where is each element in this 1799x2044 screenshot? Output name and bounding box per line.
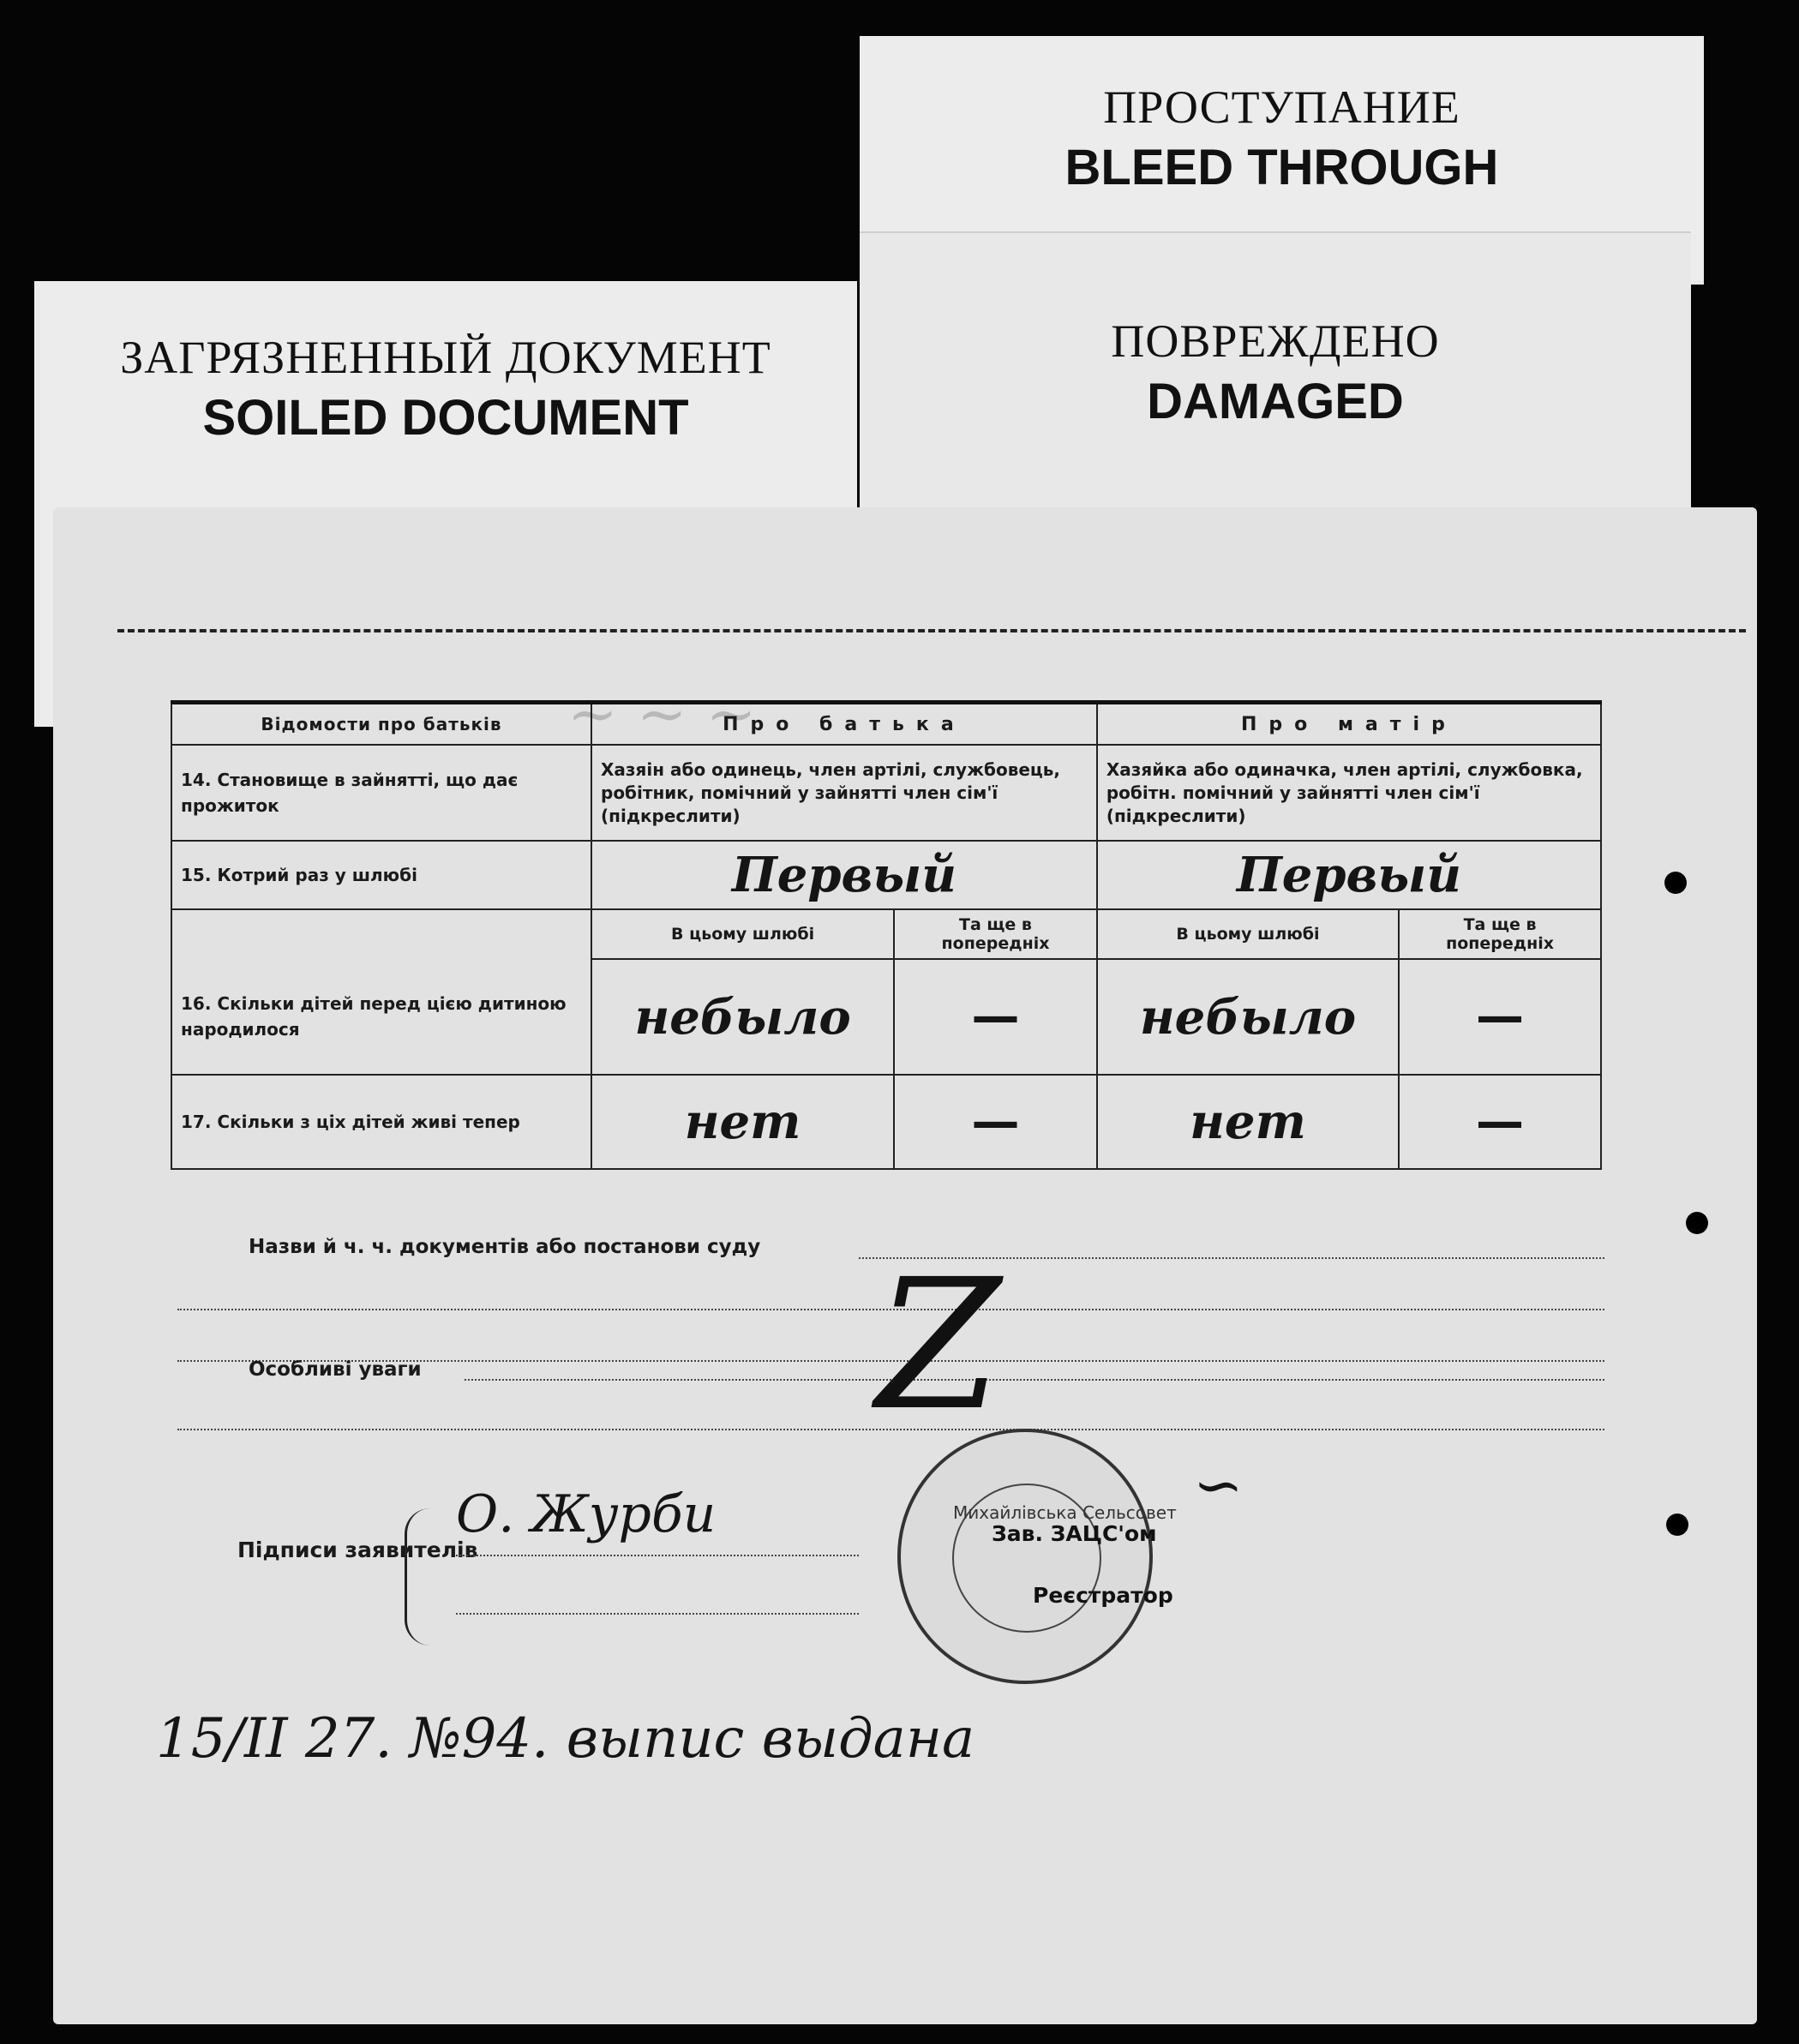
parents-info-table <box>171 700 1602 1170</box>
punch-hole <box>1686 1212 1708 1234</box>
signature-line-1 <box>456 1555 859 1556</box>
mother-previous-header: Та ще в попередніх <box>1399 909 1601 959</box>
official-stamp <box>897 1429 1153 1684</box>
signature-brace <box>405 1508 441 1645</box>
subheader-spacer <box>171 909 591 959</box>
documents-label: Назви й ч. ч. документів або постанови суду <box>249 1236 761 1258</box>
bleed-label-en: BLEED THROUGH <box>1064 140 1499 195</box>
father-previous-header: Та ще в попередніх <box>894 909 1097 959</box>
damaged-label-ru: ПОВРЕЖДЕНО <box>1111 315 1440 367</box>
mother-children-born-prev: — <box>1399 959 1601 1075</box>
punch-hole <box>1666 1514 1688 1536</box>
question-16: 16. Скільки дітей перед цією дитиною народилося <box>171 959 591 1075</box>
punch-hole <box>1664 872 1687 894</box>
registration-form-sheet <box>53 507 1757 2024</box>
notes-line <box>465 1379 1604 1381</box>
damaged-card <box>860 231 1691 516</box>
stamp-text: Михайлівська Сельсовет <box>953 1502 1177 1523</box>
table-header-father: Про батька <box>591 703 1097 746</box>
z-strike-mark: Z <box>876 1240 1001 1450</box>
registrar-label: Реєстратор <box>1033 1583 1173 1608</box>
mother-children-alive-this: нет <box>1097 1075 1399 1169</box>
mother-children-born-this: небыло <box>1097 959 1399 1075</box>
father-children-alive-this: нет <box>591 1075 894 1169</box>
perforation-line <box>117 629 1746 632</box>
father-children-alive-prev: — <box>894 1075 1097 1169</box>
mother-marriage-count: Первый <box>1097 841 1601 909</box>
soiled-label-ru: ЗАГРЯЗНЕННЫЙ ДОКУМЕНТ <box>120 332 771 383</box>
father-occupation-options: Хазяін або одинець, член артілі, службовець, робітник, помічний у зайнятті член сім'ї (підкреслити) <box>591 745 1097 841</box>
mother-this-marriage-header: В цьому шлюбі <box>1097 909 1399 959</box>
question-17: 17. Скільки з ціх дітей живі тепер <box>171 1075 591 1169</box>
notes-label: Особливі уваги <box>249 1358 422 1381</box>
father-children-born-this: небыло <box>591 959 894 1075</box>
father-children-born-prev: — <box>894 959 1097 1075</box>
bleed-through-ghost: ~ ~ ~ <box>567 679 757 749</box>
applicant-signature: О. Журби <box>456 1484 717 1544</box>
father-marriage-count: Первый <box>591 841 1097 909</box>
issuance-note: 15/II 27. №94. выпис выдана <box>156 1707 975 1771</box>
mother-occupation-options: Хазяйка або одиначка, член артілі, службовка, робітн. помічний у зайнятті член сім'ї (підкреслити) <box>1097 745 1601 841</box>
registrar-signature-mark: ∽ <box>1193 1450 1244 1520</box>
table-header-mother: Про матір <box>1097 703 1601 746</box>
bleed-label-ru: ПРОСТУПАНИЕ <box>1103 81 1460 133</box>
mother-children-alive-prev: — <box>1399 1075 1601 1169</box>
soiled-label-en: SOILED DOCUMENT <box>202 390 689 446</box>
head-of-registry-label: Зав. ЗАЦС'ом <box>992 1521 1157 1546</box>
applicants-signature-label: Підписи заявителів <box>237 1537 478 1562</box>
signature-line-2 <box>456 1613 859 1615</box>
question-14: 14. Становище в зайнятті, що дає прожиток <box>171 745 591 841</box>
father-this-marriage-header: В цьому шлюбі <box>591 909 894 959</box>
question-15: 15. Котрий раз у шлюбі <box>171 841 591 909</box>
table-header-info: Відомости про батьків <box>171 703 591 746</box>
damaged-label-en: DAMAGED <box>1147 374 1404 429</box>
